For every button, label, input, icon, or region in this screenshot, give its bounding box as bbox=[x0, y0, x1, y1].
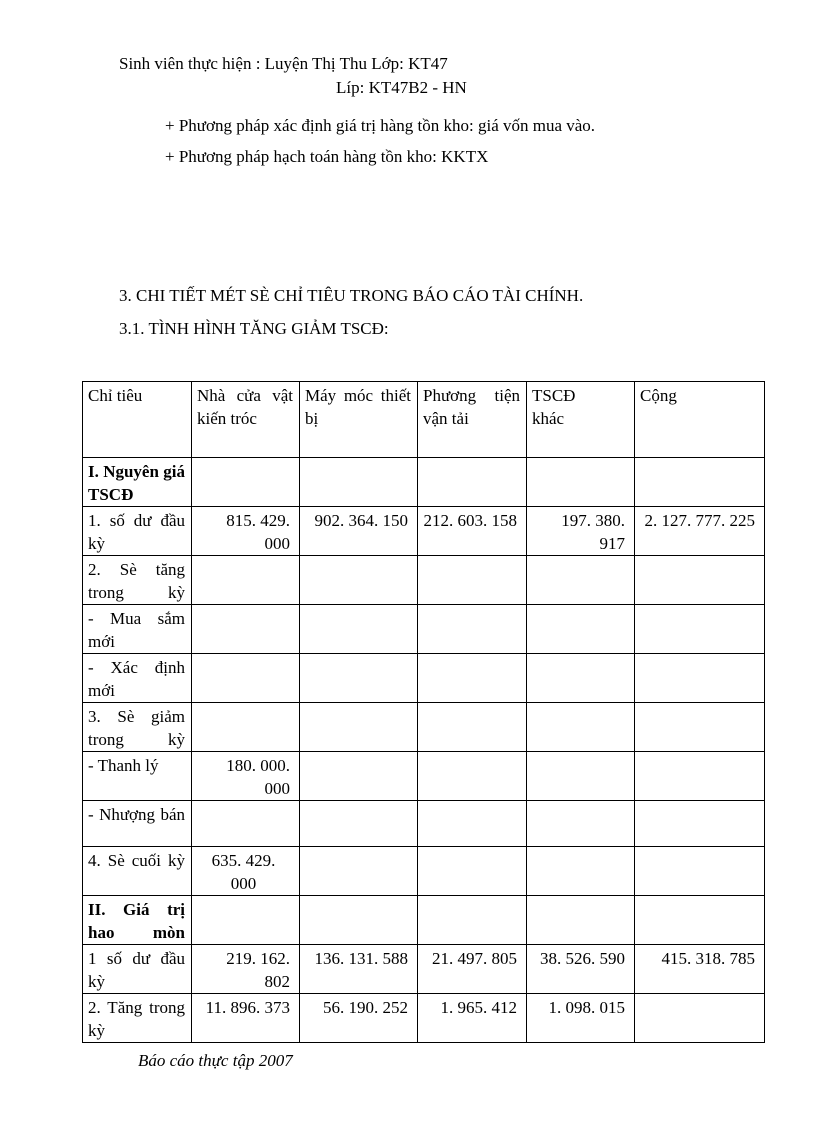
table-cell: 212. 603. 158 bbox=[418, 507, 527, 556]
table-header-row bbox=[83, 382, 765, 458]
table-row bbox=[83, 994, 765, 1043]
table-cell bbox=[635, 801, 765, 847]
table-cell bbox=[300, 556, 418, 605]
table-cell: 635. 429. 000 bbox=[192, 847, 300, 896]
section-heading: 3. CHI TIẾT MÉT SÈ CHỈ TIÊU TRONG BÁO CÁO TÀI CHÍNH. bbox=[119, 286, 584, 305]
column-header: TSCĐ khác bbox=[527, 382, 635, 458]
table-cell bbox=[192, 654, 300, 703]
section-subheading: 3.1. TÌNH HÌNH TĂNG GIẢM TSCĐ: bbox=[119, 319, 389, 338]
column-header: Phương tiện vận tải bbox=[418, 382, 527, 458]
table-row bbox=[83, 945, 765, 994]
row-label: 2. Sè tăng trong kỳ bbox=[83, 556, 192, 605]
table-row bbox=[83, 654, 765, 703]
table-cell bbox=[192, 556, 300, 605]
table-cell bbox=[527, 605, 635, 654]
table-cell bbox=[527, 556, 635, 605]
row-label: - Xác định mới bbox=[83, 654, 192, 703]
table-cell bbox=[192, 896, 300, 945]
table-cell bbox=[300, 801, 418, 847]
table-cell: 2. 127. 777. 225 bbox=[635, 507, 765, 556]
table-cell bbox=[635, 605, 765, 654]
table-cell: 902. 364. 150 bbox=[300, 507, 418, 556]
column-header: Chỉ tiêu bbox=[83, 382, 192, 458]
table-cell bbox=[418, 703, 527, 752]
table-cell: 11. 896. 373 bbox=[192, 994, 300, 1043]
table-cell bbox=[300, 703, 418, 752]
table-row bbox=[83, 703, 765, 752]
table-cell bbox=[192, 703, 300, 752]
table-cell: 1. 098. 015 bbox=[527, 994, 635, 1043]
row-label: - Nhượng bán bbox=[83, 801, 192, 847]
table-cell bbox=[527, 703, 635, 752]
table-row bbox=[83, 458, 765, 507]
table-cell bbox=[192, 801, 300, 847]
table-row bbox=[83, 507, 765, 556]
table-cell bbox=[527, 458, 635, 507]
column-header: Cộng bbox=[635, 382, 765, 458]
table-row bbox=[83, 605, 765, 654]
table-cell: 415. 318. 785 bbox=[635, 945, 765, 994]
table-cell bbox=[418, 847, 527, 896]
table-cell: 56. 190. 252 bbox=[300, 994, 418, 1043]
row-label: 4. Sè cuối kỳ bbox=[83, 847, 192, 896]
table-cell: 180. 000. 000 bbox=[192, 752, 300, 801]
class-info: Líp: KT47B2 - HN bbox=[336, 78, 467, 97]
table-cell bbox=[527, 847, 635, 896]
table-cell: 815. 429. 000 bbox=[192, 507, 300, 556]
row-label: I. Nguyên giá TSCĐ bbox=[83, 458, 192, 507]
table-cell bbox=[527, 896, 635, 945]
table-cell bbox=[418, 654, 527, 703]
table-cell bbox=[300, 605, 418, 654]
table-cell bbox=[300, 654, 418, 703]
table-cell bbox=[300, 458, 418, 507]
table-cell: 136. 131. 588 bbox=[300, 945, 418, 994]
row-label: - Mua sắm mới bbox=[83, 605, 192, 654]
row-label: II. Giá trị hao mòn bbox=[83, 896, 192, 945]
column-header: Máy móc thiết bị bbox=[300, 382, 418, 458]
table-cell bbox=[192, 605, 300, 654]
table-cell bbox=[635, 556, 765, 605]
table-cell bbox=[418, 896, 527, 945]
table-cell: 21. 497. 805 bbox=[418, 945, 527, 994]
table-cell bbox=[418, 801, 527, 847]
row-label: 3. Sè giảm trong kỳ bbox=[83, 703, 192, 752]
table-cell bbox=[418, 458, 527, 507]
table-row bbox=[83, 896, 765, 945]
table-cell bbox=[635, 752, 765, 801]
table-cell bbox=[300, 896, 418, 945]
table-cell bbox=[300, 847, 418, 896]
table-cell bbox=[527, 752, 635, 801]
table-cell bbox=[527, 654, 635, 703]
row-label: 1 số dư đầu kỳ bbox=[83, 945, 192, 994]
table-cell bbox=[418, 752, 527, 801]
row-label: 1. số dư đầu kỳ bbox=[83, 507, 192, 556]
table-cell bbox=[192, 458, 300, 507]
table-cell bbox=[300, 752, 418, 801]
table-cell bbox=[635, 458, 765, 507]
table-row bbox=[83, 556, 765, 605]
table-cell bbox=[635, 703, 765, 752]
page-footer: Báo cáo thực tập 2007 bbox=[138, 1051, 293, 1070]
method-inventory-accounting: + Phương pháp hạch toán hàng tồn kho: KKTX bbox=[165, 147, 489, 166]
table-cell: 219. 162. 802 bbox=[192, 945, 300, 994]
table-cell bbox=[418, 556, 527, 605]
row-label: 2. Tăng trong kỳ bbox=[83, 994, 192, 1043]
table-row bbox=[83, 801, 765, 847]
table-row bbox=[83, 752, 765, 801]
column-header: Nhà cửa vật kiến tróc bbox=[192, 382, 300, 458]
table-cell bbox=[635, 847, 765, 896]
row-label: - Thanh lý bbox=[83, 752, 192, 801]
table-cell: 197. 380. 917 bbox=[527, 507, 635, 556]
table-cell bbox=[635, 654, 765, 703]
table-cell bbox=[635, 896, 765, 945]
table-cell bbox=[635, 994, 765, 1043]
method-inventory-valuation: + Phương pháp xác định giá trị hàng tồn kho: giá vốn mua vào. bbox=[165, 116, 596, 135]
table-cell bbox=[527, 801, 635, 847]
table-cell bbox=[418, 605, 527, 654]
fixed-asset-table bbox=[82, 381, 765, 1043]
table-cell: 1. 965. 412 bbox=[418, 994, 527, 1043]
table-cell: 38. 526. 590 bbox=[527, 945, 635, 994]
student-info: Sinh viên thực hiện : Luyện Thị Thu Lớp: KT47 bbox=[119, 54, 448, 73]
table-row bbox=[83, 847, 765, 896]
